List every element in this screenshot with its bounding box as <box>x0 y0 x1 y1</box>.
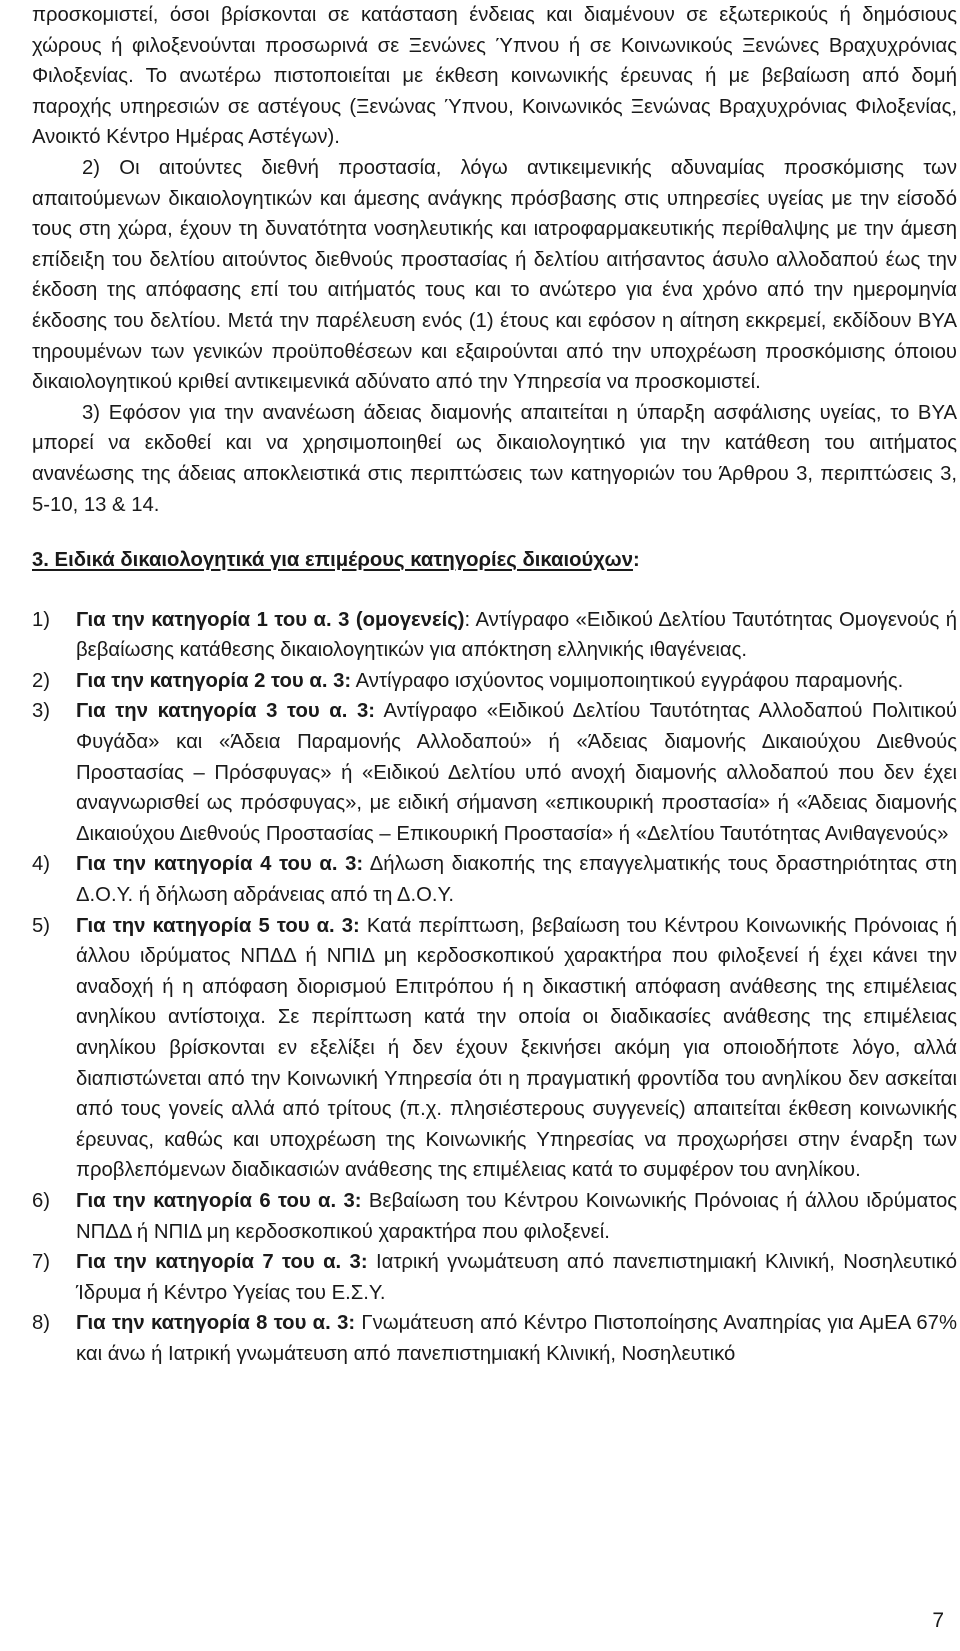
item-number: 1) <box>32 608 51 631</box>
item-text: Αντίγραφο ισχύοντος νομιμοποιητικού εγγράφου παραμονής. <box>351 669 904 692</box>
item-text: : Αντίγραφο «Ειδικού Δελτίου Ταυτότητας Ομογενούς ή βεβαίωσης κατάθεσης δικαιολογητικών για απόκτηση ελληνικής ιθαγένειας. <box>76 608 957 662</box>
item-text: Δήλωση διακοπής της επαγγελματικής τους δραστηριότητας στη Δ.Ο.Υ. ή δήλωση αδράνειας από τη Δ.Ο.Υ. <box>76 853 957 907</box>
item-lead: Για την κατηγορία 6 του α. 3: <box>76 1189 362 1212</box>
list-item <box>32 849 957 910</box>
item-text: Ιατρική γνωμάτευση από πανεπιστημιακή Κλινική, Νοσηλευτικό Ίδρυμα ή Κέντρο Υγείας του Ε.Σ.Υ. <box>76 1251 957 1304</box>
intro-paragraph: προσκομιστεί, όσοι βρίσκονται σε κατάσταση ένδειας και διαμένουν σε εξωτερικούς ή δημόσιους χώρους ή φιλοξενούνται προσωρινά σε Ξενώνες Ύπνου ή σε Κοινωνικούς Ξενώνες Βραχυχρόνιας Φιλοξενίας. Το ανωτέρω πιστοποιείται με έκθεση κοινωνικής έρευνας ή με βεβαίωση από δομή παροχής υπηρεσιών σε αστέγους (Ξενώνας Ύπνου, Κοινωνικός Ξενώνας Βραχυχρόνιας Φιλοξενίας, Ανοικτό Κέντρο Ημέρας Αστέγων). <box>32 4 957 149</box>
item-number: 2) <box>32 669 51 692</box>
list-item <box>32 666 957 697</box>
section-heading-text: 3. Ειδικά δικαιολογητικά για επιμέρους κατηγορίες δικαιούχων <box>32 549 633 572</box>
item-text: Γνωμάτευση από Κέντρο Πιστοποίησης Αναπηρίας για ΑμΕΑ 67% και άνω ή Ιατρική γνωμάτευση από πανεπιστημιακή Κλινική, Νοσηλευτικό <box>76 1312 957 1365</box>
list-item <box>32 1186 957 1247</box>
item-lead: Για την κατηγορία 7 του α. 3: <box>76 1251 368 1274</box>
list-item <box>32 605 957 666</box>
item-number: 8) <box>32 1312 51 1335</box>
paragraph-2: 2) Οι αιτούντες διεθνή προστασία, λόγω αντικειμενικής αδυναμίας προσκόμισης των απαιτούμενων δικαιολογητικών και άμεσης ανάγκης πρόσβασης στις υπηρεσίες υγείας με την είσοδό τους στη χώρα, έχουν τη δυνατότητα νοσηλευτικής και ιατροφαρμακευτικής περίθαλψης με την άμεση επίδειξη του δελτίου αιτούντος διεθνούς προστασίας ή δελτίου αιτήσαντος άσυλο αλλοδαπού έως την έκδοση της απόφασης επί του αιτήματός τους και το ανώτερο για ένα χρόνο από την ημερομηνία έκδοσης του δελτίου. Μετά την παρέλευση ενός (1) έτους και εφόσον η αίτηση εκκρεμεί, εκδίδουν ΒΥΑ τηρουμένων των γενικών προϋποθέσεων και εξαιρούνται από την υποχρέωση προσκόμισης όποιου δικαιολογητικού κριθεί αντικειμενικά αδύνατο από την Υπηρεσία να προσκομιστεί. <box>32 156 957 394</box>
item-number: 5) <box>32 914 51 937</box>
item-lead: Για την κατηγορία 3 του α. 3: <box>76 700 376 723</box>
item-lead: Για την κατηγορία 8 του α. 3: <box>76 1312 356 1335</box>
list-item <box>32 1247 957 1308</box>
list-item <box>32 696 957 849</box>
list-item <box>32 1308 957 1369</box>
item-lead: Για την κατηγορία 1 του α. 3 (ομογενείς) <box>76 608 465 631</box>
paragraph-3: 3) Εφόσον για την ανανέωση άδειας διαμονής απαιτείται η ύπαρξη ασφάλισης υγείας, το ΒΥΑ μπορεί να εκδοθεί και να χρησιμοποιηθεί ως δικαιολογητικό για την κατάθεση του αιτήματος ανανέωσης της άδειας αποκλειστικά στις περιπτώσεις των κατηγοριών του Άρθρου 3, περιπτώσεις 3, 5-10, 13 & 14. <box>32 401 957 516</box>
category-list <box>32 605 957 1370</box>
item-number: 3) <box>32 700 51 723</box>
page-number: 7 <box>932 1609 944 1632</box>
list-item <box>32 911 957 1186</box>
section-heading <box>32 545 957 576</box>
section-heading-colon: : <box>632 549 640 572</box>
item-text: Κατά περίπτωση, βεβαίωση του Κέντρου Κοινωνικής Πρόνοιας ή άλλου ιδρύματος ΝΠΔΔ ή ΝΠΙΔ μη κερδοσκοπικού χαρακτήρα που φιλοξενεί ή έχει κάνει την αναδοχή ή η απόφαση διορισμού Επιτρόπου ή η δικαστική απόφαση ανάθεσης της επιμέλειας ανηλίκου αντίστοιχα. Σε περίπτωση κατά την οποία οι διαδικασίες ανάθεσης της επιμέλειας ανηλίκου βρίσκονται εν εξελίξει ή δεν έχουν ξεκινήσει ακόμη για οποιοδήποτε λόγο, αλλά διαπιστώνεται από την Κοινωνική Υπηρεσία ότι η πραγματική φροντίδα του ανηλίκου δεν ασκείται από τους γονείς αλλά από τρίτους (π.χ. πλησιέστερους συγγενείς) απαιτείται έκθεση κοινωνικής έρευνας, καθώς και υποχρέωση της Κοινωνικής Υπηρεσίας να προχωρήσει στην έναρξη των προβλεπόμενων διαδικασιών ανάθεσης της επιμέλειας κατά το συμφέρον του ανηλίκου. <box>76 914 957 1182</box>
item-lead: Για την κατηγορία 2 του α. 3: <box>76 669 352 692</box>
item-text: Βεβαίωση του Κέντρου Κοινωνικής Πρόνοιας ή άλλου ιδρύματος ΝΠΔΔ ή ΝΠΙΔ μη κερδοσκοπικού χαρακτήρα που φιλοξενεί. <box>76 1189 957 1243</box>
item-text: Αντίγραφο «Ειδικού Δελτίου Ταυτότητας Αλλοδαπού Πολιτικού Φυγάδα» και «Άδεια Παραμονής Αλλοδαπού» ή «Άδειας διαμονής Δικαιούχου Διεθνούς Προστασίας – Πρόσφυγας» ή «Ειδικού Δελτίου υπό ανοχή διαμονής αλλοδαπού που δεν έχει αναγνωρισθεί ως πρόσφυγας», με ειδική σήμανση «επικουρική προστασία» ή «Άδειας διαμονής Δικαιούχου Διεθνούς Προστασίας – Επικουρική Προστασία» ή «Δελτίου Ταυτότητας Ανιθαγενούς» <box>76 700 957 845</box>
document-page <box>32 0 957 1370</box>
item-number: 4) <box>32 853 51 876</box>
item-number: 6) <box>32 1189 51 1212</box>
item-lead: Για την κατηγορία 4 του α. 3: <box>76 853 364 876</box>
item-lead: Για την κατηγορία 5 του α. 3: <box>76 914 360 937</box>
item-number: 7) <box>32 1251 51 1274</box>
